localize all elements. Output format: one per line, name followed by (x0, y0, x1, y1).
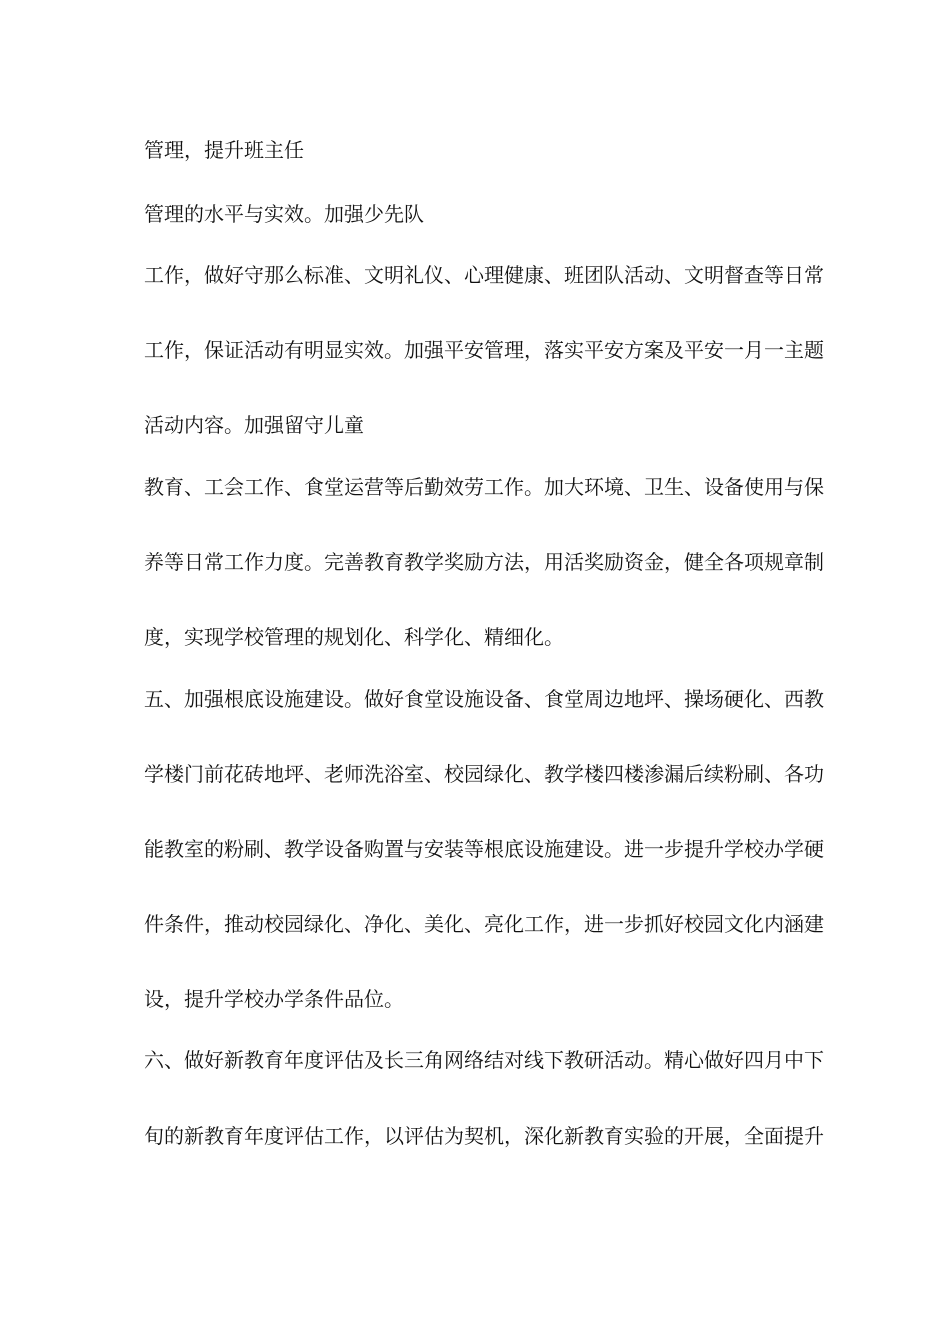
text-line: 五、加强根底设施建设。做好食堂设施设备、食堂周边地坪、操场硬化、西教 (144, 687, 824, 711)
text-line: 件条件，推动校园绿化、净化、美化、亮化工作，进一步抓好校园文化内涵建 (144, 912, 824, 936)
text-line: 养等日常工作力度。完善教育教学奖励方法，用活奖励资金，健全各项规章制 (144, 550, 824, 574)
text-line: 教育、工会工作、食堂运营等后勤效劳工作。加大环境、卫生、设备使用与保 (144, 475, 824, 499)
text-line: 工作，做好守那么标准、文明礼仪、心理健康、班团队活动、文明督查等日常 (144, 263, 824, 287)
text-line: 六、做好新教育年度评估及长三角网络结对线下教研活动。精心做好四月中下 (144, 1048, 824, 1072)
text-line: 管理的水平与实效。加强少先队 (144, 202, 424, 226)
text-line: 能教室的粉刷、教学设备购置与安装等根底设施建设。进一步提升学校办学硬 (144, 837, 824, 861)
text-line: 度，实现学校管理的规划化、科学化、精细化。 (144, 625, 564, 649)
text-line: 学楼门前花砖地坪、老师洗浴室、校园绿化、教学楼四楼渗漏后续粉刷、各功 (144, 762, 824, 786)
text-line: 工作，保证活动有明显实效。加强平安管理，落实平安方案及平安一月一主题 (144, 338, 824, 362)
text-line: 活动内容。加强留守儿童 (144, 413, 364, 437)
text-line: 设，提升学校办学条件品位。 (144, 987, 404, 1011)
text-line: 管理，提升班主任 (144, 138, 304, 162)
text-line: 旬的新教育年度评估工作，以评估为契机，深化新教育实验的开展，全面提升 (144, 1124, 824, 1148)
